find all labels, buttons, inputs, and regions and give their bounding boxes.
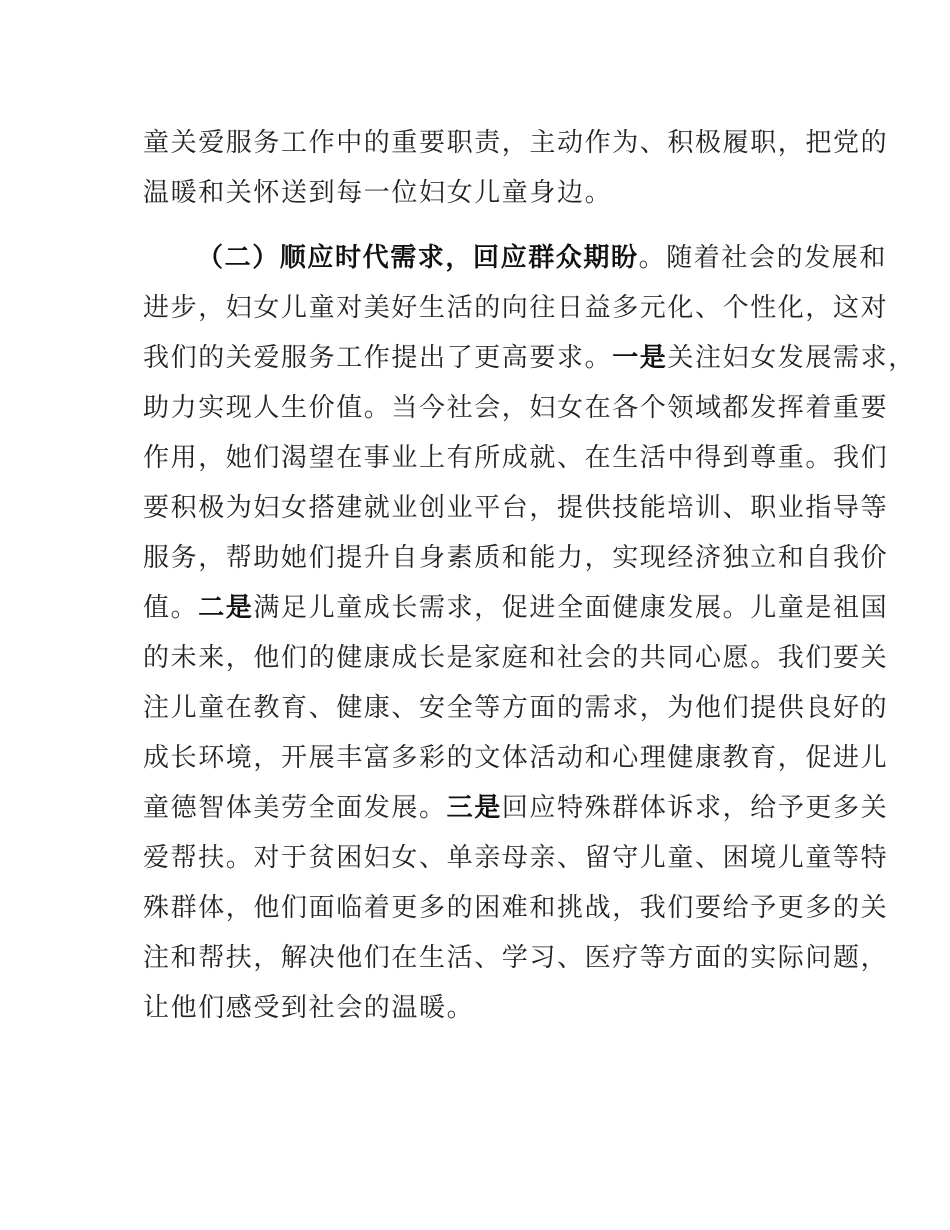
paragraph-2-line-8-tail: 满足儿童成长需求，促进全面健康发展。儿童是祖国 (253, 593, 889, 623)
paragraph-2-line-7: 服务，帮助她们提升自身素质和能力，实现经济独立和自我价 (143, 543, 889, 573)
paragraph-2-line-13: 爱帮扶。对于贫困妇女、单亲母亲、留守儿童、困境儿童等特 (143, 843, 889, 873)
paragraph-2-line-10: 注儿童在教育、健康、安全等方面的需求，为他们提供良好的 (143, 693, 889, 723)
paragraph-2-line-1 (197, 243, 888, 273)
paragraph-2-line-5: 作用，她们渴望在事业上有所成就、在生活中得到尊重。我们 (143, 443, 889, 473)
paragraph-2-line-16: 让他们感受到社会的温暖。 (143, 993, 475, 1023)
paragraph-2-line-8 (143, 593, 889, 623)
point-marker-2: 二是 (198, 593, 254, 623)
point-marker-3: 三是 (446, 793, 502, 823)
paragraph-1-line-2: 温暖和关怀送到每一位妇女儿童身边。 (143, 178, 613, 208)
point-marker-1: 一是 (612, 343, 668, 373)
paragraph-2-line-12-tail: 回应特殊群体诉求，给予更多关 (501, 793, 889, 823)
paragraph-2-line-3-head: 我们的关爱服务工作提出了更高要求。 (143, 343, 613, 373)
section-heading: （二）顺应时代需求，回应群众期盼 (197, 243, 639, 273)
paragraph-2-line-11: 成长环境，开展丰富多彩的文体活动和心理健康教育，促进儿 (143, 743, 889, 773)
paragraph-2-line-1-text: 。随着社会的发展和 (638, 243, 888, 273)
paragraph-2-line-2: 进步，妇女儿童对美好生活的向往日益多元化、个性化，这对 (143, 293, 889, 323)
paragraph-2-line-14: 殊群体，他们面临着更多的困难和挑战，我们要给予更多的关 (143, 893, 889, 923)
paragraph-2-line-3-tail: 关注妇女发展需求， (667, 343, 916, 373)
paragraph-1-line-1: 童关爱服务工作中的重要职责，主动作为、积极履职，把党的 (143, 128, 889, 158)
paragraph-2-line-12-head: 童德智体美劳全面发展。 (143, 793, 447, 823)
paragraph-2-line-15: 注和帮扶，解决他们在生活、学习、医疗等方面的实际问题， (143, 943, 889, 973)
paragraph-2-line-12 (143, 793, 889, 823)
paragraph-2-line-9: 的未来，他们的健康成长是家庭和社会的共同心愿。我们要关 (143, 643, 889, 673)
paragraph-2-line-6: 要积极为妇女搭建就业创业平台，提供技能培训、职业指导等 (143, 493, 889, 523)
paragraph-2-line-3 (143, 343, 916, 373)
paragraph-2-line-8-head: 值。 (143, 593, 199, 623)
paragraph-2-line-4: 助力实现人生价值。当今社会，妇女在各个领域都发挥着重要 (143, 393, 889, 423)
